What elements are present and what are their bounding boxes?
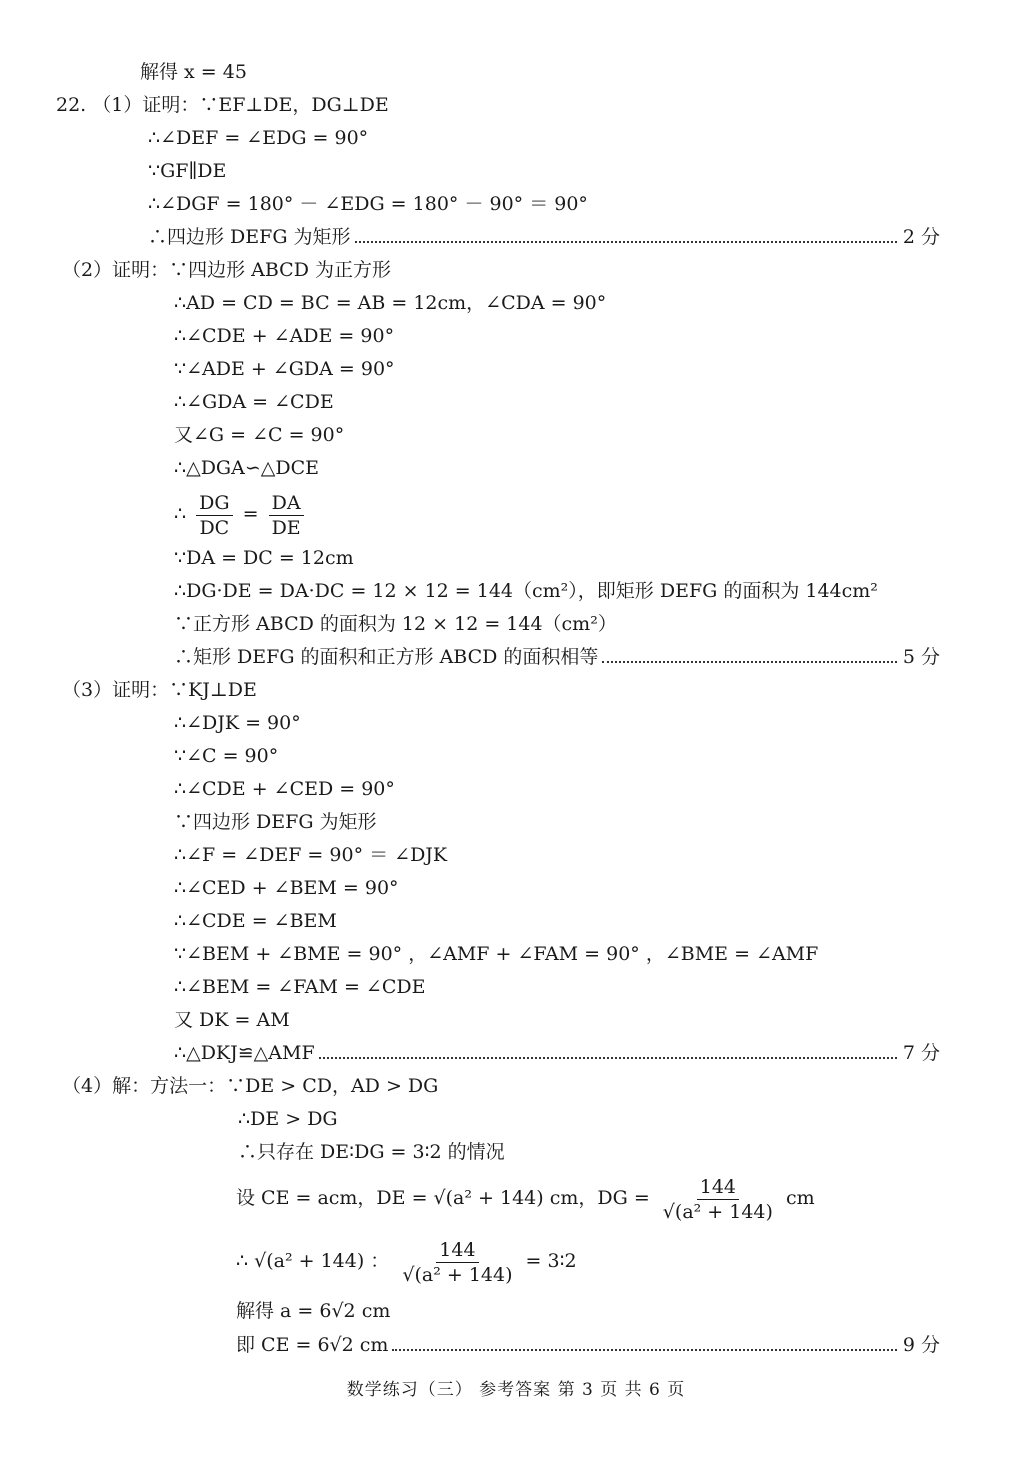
line-text: ∴ √(a² + 144) ： xyxy=(236,1250,390,1272)
text-line: ∴∠CED + ∠BEM = 90° xyxy=(174,877,399,899)
line-text: ∴矩形 DEFG 的面积和正方形 ABCD 的面积相等 xyxy=(174,646,599,668)
text-line: ∴∠F = ∠DEF = 90° ＝ ∠DJK xyxy=(174,844,448,866)
numerator: DA xyxy=(269,491,304,516)
scored-line xyxy=(174,642,940,672)
text-line: ∴∠DEF = ∠EDG = 90° xyxy=(148,127,369,149)
denominator: √(a² + 144) xyxy=(662,1200,773,1223)
text-line: 又 DK = AM xyxy=(174,1009,290,1031)
fraction-line xyxy=(236,1170,815,1226)
numerator: 144 xyxy=(697,1175,739,1200)
dotted-leader xyxy=(355,241,897,243)
score-label: 9 分 xyxy=(902,1334,940,1356)
scored-line xyxy=(148,222,940,252)
text-line: ∵GF∥DE xyxy=(148,160,227,182)
text-line: ∴∠CDE + ∠ADE = 90° xyxy=(174,325,395,347)
fraction-line xyxy=(174,488,308,540)
fraction xyxy=(269,491,304,540)
text-line: ∴DG·DE = DA·DC = 12 × 12 = 144（cm²），即矩形 DEFG 的面积为 144cm² xyxy=(174,580,878,602)
question-22-heading: 22. （1）证明：∵EF⊥DE，DG⊥DE xyxy=(56,94,389,116)
denominator: DC xyxy=(199,516,230,539)
text-line: ∵四边形 DEFG 为矩形 xyxy=(174,811,377,833)
text-line: ∵∠ADE + ∠GDA = 90° xyxy=(174,358,395,380)
score-label: 5 分 xyxy=(902,646,940,668)
dotted-leader xyxy=(392,1349,896,1351)
line-text: 即 CE = 6√2 cm xyxy=(236,1334,389,1356)
text-line: ∴∠GDA = ∠CDE xyxy=(174,391,334,413)
text-line: ∴∠CDE + ∠CED = 90° xyxy=(174,778,395,800)
score-label: 7 分 xyxy=(902,1042,940,1064)
dotted-leader xyxy=(319,1057,897,1059)
text-line: ∴∠BEM = ∠FAM = ∠CDE xyxy=(174,976,426,998)
ratio-text: = 3∶2 xyxy=(525,1250,577,1272)
text-line: ∴∠DGF = 180° － ∠EDG = 180° － 90° ＝ 90° xyxy=(148,193,588,215)
unit-label: cm xyxy=(785,1187,815,1209)
part-3-heading: （3）证明：∵KJ⊥DE xyxy=(62,679,257,701)
fraction xyxy=(660,1175,776,1224)
line-text: ∴△DKJ≌△AMF xyxy=(174,1042,315,1064)
line-text: ∴四边形 DEFG 为矩形 xyxy=(148,226,351,248)
text-line: 又∠G = ∠C = 90° xyxy=(174,424,345,446)
numerator: 144 xyxy=(436,1238,478,1263)
page-footer: 数学练习（三） 参考答案 第 3 页 共 6 页 xyxy=(346,1380,686,1400)
text-line: 解得 x = 45 xyxy=(140,61,247,83)
text-line: ∴∠CDE = ∠BEM xyxy=(174,910,337,932)
equals-sign: = xyxy=(242,503,259,525)
text-line: ∵∠BEM + ∠BME = 90° ，∠AMF + ∠FAM = 90° ，∠BME = ∠AMF xyxy=(174,943,819,965)
score-label: 2 分 xyxy=(902,226,940,248)
dotted-leader xyxy=(602,661,896,663)
text-line: ∵正方形 ABCD 的面积为 12 × 12 = 144（cm²） xyxy=(174,613,617,635)
numerator: DG xyxy=(196,491,232,516)
text-line: ∴AD = CD = BC = AB = 12cm，∠CDA = 90° xyxy=(174,292,607,314)
text-line: ∴∠DJK = 90° xyxy=(174,712,301,734)
fraction xyxy=(196,491,232,540)
fraction xyxy=(399,1238,515,1287)
fraction-line xyxy=(236,1233,577,1289)
part-2-heading: （2）证明：∵四边形 ABCD 为正方形 xyxy=(62,259,391,281)
text-line: 解得 a = 6√2 cm xyxy=(236,1300,391,1322)
text-line: ∵DA = DC = 12cm xyxy=(174,547,354,569)
therefore-symbol: ∴ xyxy=(174,503,187,525)
scored-line xyxy=(236,1330,940,1360)
part-4-heading: （4）解：方法一：∵DE > CD，AD > DG xyxy=(62,1075,439,1097)
text-line: ∴DE > DG xyxy=(238,1108,338,1130)
text-line: ∴△DGA∽△DCE xyxy=(174,457,320,479)
text-line: ∵∠C = 90° xyxy=(174,745,279,767)
denominator: √(a² + 144) xyxy=(402,1263,513,1286)
text-line: ∴只存在 DE∶DG = 3∶2 的情况 xyxy=(238,1141,505,1163)
denominator: DE xyxy=(271,516,301,539)
line-text: 设 CE = acm，DE = √(a² + 144) cm，DG = xyxy=(236,1187,650,1209)
scored-line xyxy=(174,1038,940,1068)
